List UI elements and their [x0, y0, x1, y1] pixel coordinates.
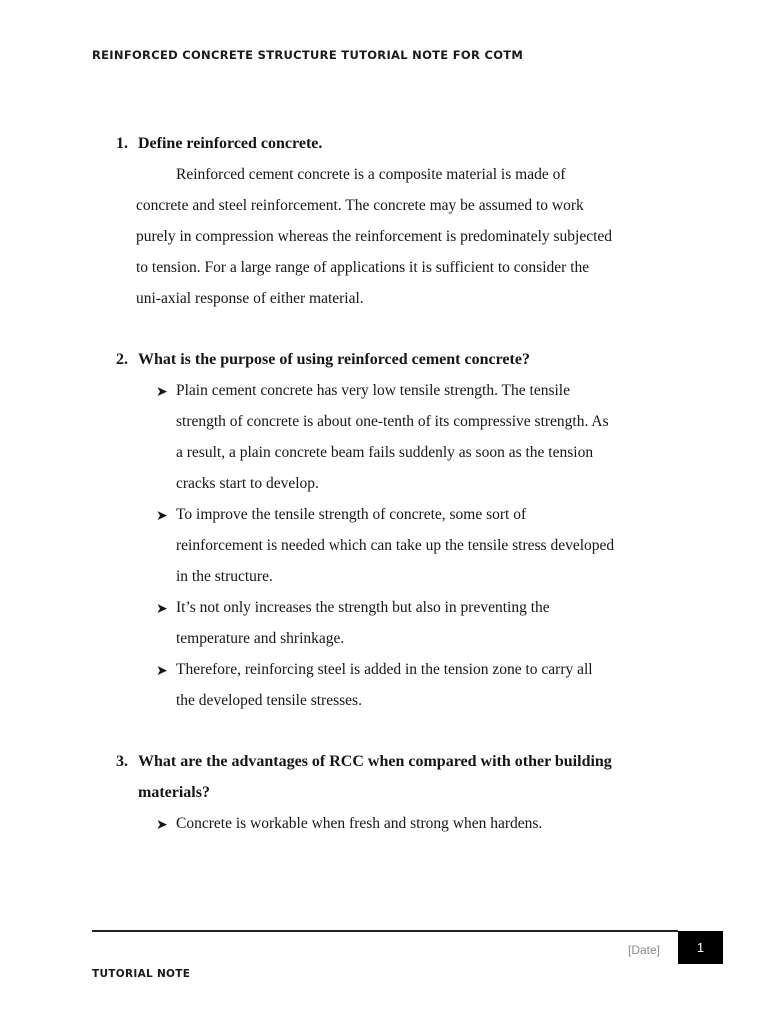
bullet-line: Concrete is workable when fresh and strong when hardens. [176, 815, 543, 832]
arrow-bullet-icon: ➤ [156, 602, 168, 617]
paragraph-line: purely in compression whereas the reinforcement is predominately subjected [136, 228, 613, 245]
question-title-line: Define reinforced concrete. [138, 135, 323, 152]
bullet-line: To improve the tensile strength of concrete, some sort of [176, 506, 527, 523]
question-1-title [116, 135, 322, 153]
bullet-line: cracks start to develop. [176, 475, 319, 492]
question-number: 1. [116, 135, 128, 152]
page-number: 1 [696, 940, 705, 955]
page-number-box [678, 931, 723, 964]
bullet-line: a result, a plain concrete beam fails suddenly as soon as the tension [176, 444, 594, 461]
document-header: REINFORCED CONCRETE STRUCTURE TUTORIAL NOTE FOR COTM [92, 48, 524, 62]
arrow-bullet-icon: ➤ [156, 385, 168, 400]
bullet-line: strength of concrete is about one-tenth of its compressive strength. As [176, 413, 609, 430]
bullet-line: Plain cement concrete has very low tensile strength. The tensile [176, 382, 570, 399]
bullet-line: It’s not only increases the strength but also in preventing the [176, 599, 550, 616]
question-number: 3. [116, 753, 128, 770]
question-3-title [116, 753, 612, 771]
bullet-line: in the structure. [176, 568, 273, 585]
arrow-bullet-icon: ➤ [156, 818, 168, 833]
footer-label: TUTORIAL NOTE [92, 968, 191, 980]
question-2-title [116, 351, 530, 369]
bullet-line: reinforcement is needed which can take up the tensile stress developed [176, 537, 615, 554]
arrow-bullet-icon: ➤ [156, 664, 168, 679]
bullet-line: the developed tensile stresses. [176, 692, 362, 709]
question-number: 2. [116, 351, 128, 368]
question-3-title-continued: materials? [138, 784, 210, 801]
paragraph-line: to tension. For a large range of applications it is sufficient to consider the [136, 259, 590, 276]
paragraph-line: uni-axial response of either material. [136, 290, 364, 307]
paragraph-line: Reinforced cement concrete is a composite material is made of [176, 166, 566, 183]
question-title-line: What are the advantages of RCC when compared with other building [138, 753, 612, 770]
question-title-line: What is the purpose of using reinforced cement concrete? [138, 351, 530, 368]
paragraph-line: concrete and steel reinforcement. The concrete may be assumed to work [136, 197, 584, 214]
bullet-line: Therefore, reinforcing steel is added in the tension zone to carry all [176, 661, 593, 678]
footer-divider [92, 930, 678, 932]
bullet-line: temperature and shrinkage. [176, 630, 345, 647]
footer-date: [Date] [628, 943, 661, 957]
arrow-bullet-icon: ➤ [156, 509, 168, 524]
